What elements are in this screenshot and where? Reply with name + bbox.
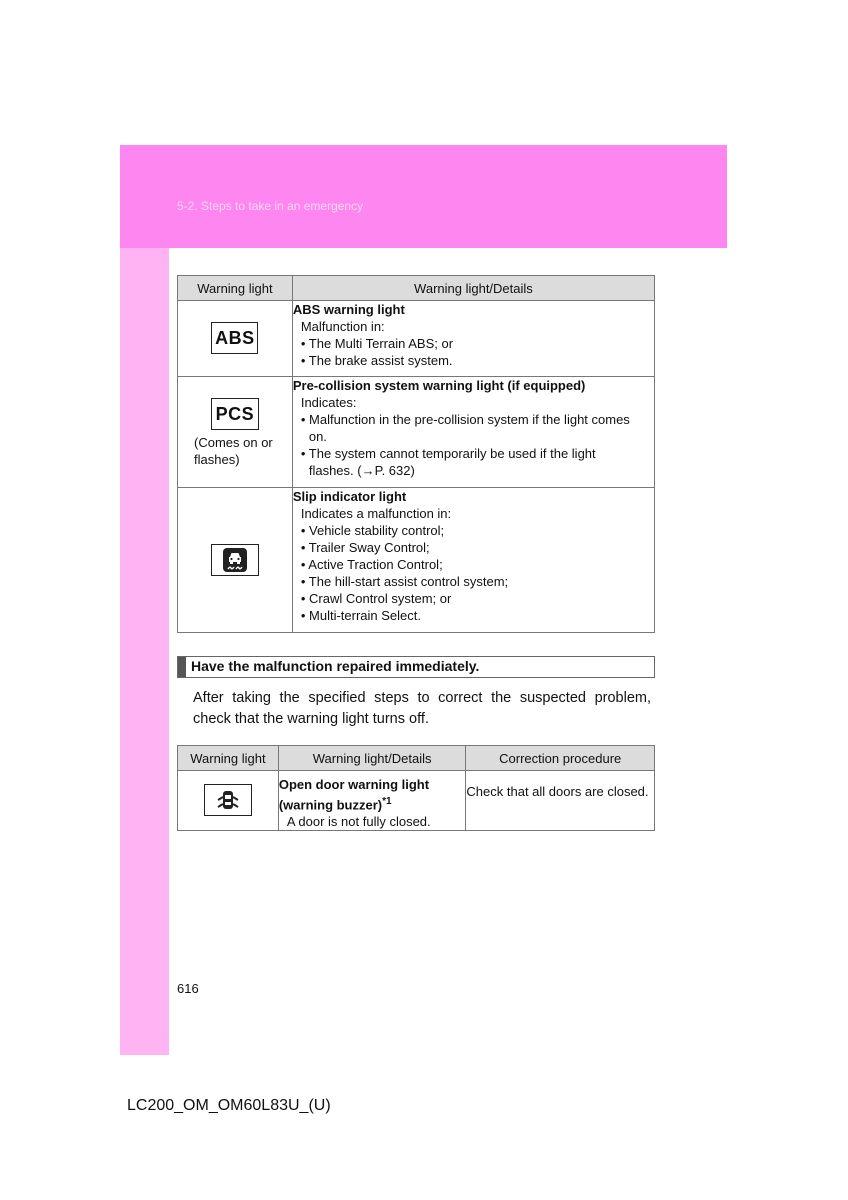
page-number: 616 bbox=[177, 981, 199, 996]
table-row bbox=[178, 488, 655, 633]
warning-light-cell bbox=[178, 301, 293, 377]
document-code: LC200_OM_OM60L83U_(U) bbox=[127, 1097, 331, 1114]
light-title-line2 bbox=[279, 793, 466, 813]
warning-light-cell bbox=[178, 488, 293, 633]
table-row bbox=[178, 771, 655, 831]
warning-light-cell bbox=[178, 377, 293, 488]
list-item: • Trailer Sway Control; bbox=[300, 540, 430, 555]
column-header-details: Warning light/Details bbox=[292, 276, 654, 301]
light-title: ABS warning light bbox=[292, 302, 405, 317]
list-item: • Malfunction in the pre-collision system if the light comes bbox=[300, 412, 630, 427]
table-row bbox=[178, 301, 655, 377]
column-header-correction: Correction procedure bbox=[466, 746, 655, 771]
open-door-table bbox=[177, 745, 655, 831]
list-item: flashes. (→P. 632) bbox=[308, 463, 415, 478]
footnote-ref: *1 bbox=[382, 796, 392, 807]
skidding-car-icon bbox=[222, 547, 248, 573]
car-door-open-icon bbox=[213, 788, 243, 812]
list-item: on. bbox=[308, 429, 327, 444]
abs-icon-label: ABS bbox=[215, 327, 255, 348]
warning-light-table bbox=[177, 275, 655, 633]
details-cell bbox=[292, 377, 654, 488]
warning-light-cell bbox=[178, 771, 279, 831]
list-item: • Active Traction Control; bbox=[300, 557, 443, 572]
pcs-icon bbox=[211, 398, 259, 430]
table-row bbox=[178, 377, 655, 488]
subsection-heading bbox=[177, 656, 655, 678]
correction-text: Check that all doors are closed. bbox=[466, 784, 649, 799]
column-header-details: Warning light/Details bbox=[278, 746, 466, 771]
light-title: Pre-collision system warning light (if equipped) bbox=[292, 378, 586, 393]
light-title: Open door warning light bbox=[278, 777, 430, 792]
list-item: • Multi-terrain Select. bbox=[300, 608, 421, 623]
section-header-band bbox=[120, 145, 727, 248]
column-header-warning-light: Warning light bbox=[178, 746, 279, 771]
light-intro: Malfunction in: bbox=[300, 319, 385, 334]
list-item: • The Multi Terrain ABS; or bbox=[300, 336, 454, 351]
column-header-warning-light: Warning light bbox=[178, 276, 293, 301]
light-detail: A door is not fully closed. bbox=[286, 814, 431, 830]
light-title: Slip indicator light bbox=[292, 489, 407, 504]
list-item: • Vehicle stability control; bbox=[300, 523, 445, 538]
list-item: • The brake assist system. bbox=[300, 353, 453, 368]
light-intro: Indicates a malfunction in: bbox=[300, 506, 452, 521]
correction-cell bbox=[466, 771, 655, 831]
light-title-text: (warning buzzer) bbox=[278, 797, 383, 813]
details-cell bbox=[292, 301, 654, 377]
details-cell bbox=[278, 771, 466, 831]
section-title: 5-2. Steps to take in an emergency bbox=[177, 199, 364, 213]
list-item: • The hill-start assist control system; bbox=[300, 574, 509, 589]
list-item: • Crawl Control system; or bbox=[300, 591, 452, 606]
abs-icon bbox=[211, 322, 258, 354]
heading-marker bbox=[178, 657, 186, 677]
details-cell bbox=[292, 488, 654, 633]
subsection-heading-text: Have the malfunction repaired immediately. bbox=[191, 658, 480, 674]
list-item: • The system cannot temporarily be used if the light bbox=[300, 446, 596, 461]
open-door-icon bbox=[204, 784, 252, 816]
pcs-icon-label: PCS bbox=[215, 403, 255, 424]
icon-note: (Comes on or flashes) bbox=[194, 435, 273, 467]
side-color-bar bbox=[120, 145, 169, 1055]
slip-indicator-icon bbox=[211, 544, 259, 576]
light-intro: Indicates: bbox=[300, 395, 357, 410]
instruction-paragraph: After taking the specified steps to correct the suspected problem, check that the warning light turns off. bbox=[193, 690, 651, 727]
